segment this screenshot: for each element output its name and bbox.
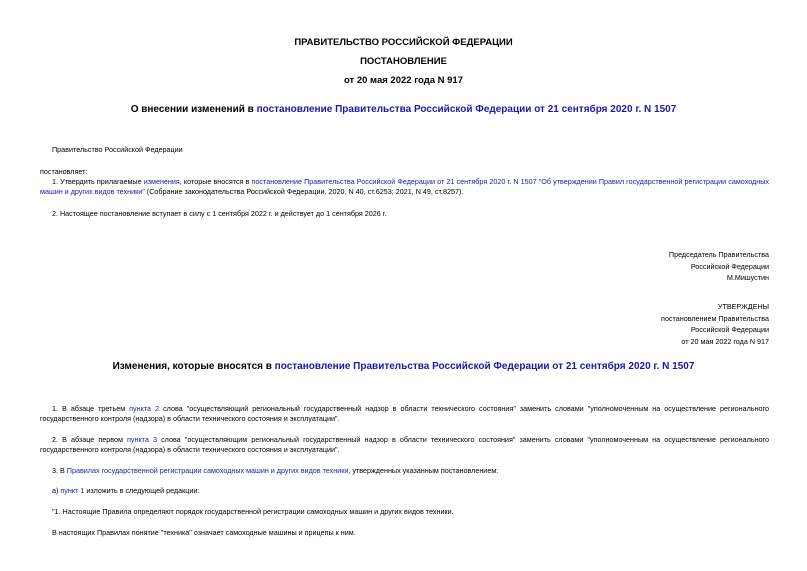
document-title xyxy=(0,104,807,115)
c3a-link[interactable]: пункт 1 xyxy=(60,486,85,495)
change-item-3 xyxy=(52,466,498,476)
approved-line-3: Российской Федерации xyxy=(690,325,769,334)
paragraph-2: 2. Настоящее постановление вступает в силу с 1 сентября 2022 г. и действует до 1 сентября 2026 г. xyxy=(52,209,387,218)
c2-text-b: слова "осуществляющим региональный государственный надзор в области технического состояния" заменить словами "уполномоченным на осуществление регионального государственного контроля (надзора) в области технического состояния и эксплуатации". xyxy=(40,435,769,454)
signature-line-2: Российской Федерации xyxy=(690,261,769,271)
signature-block xyxy=(669,249,769,284)
change-item-1 xyxy=(40,404,769,424)
c2-link[interactable]: пункта 3 xyxy=(127,435,157,444)
c1-link[interactable]: пункта 2 xyxy=(129,404,160,413)
c2-text-a: 2. В абзаце первом xyxy=(52,435,127,444)
approved-block xyxy=(661,301,769,347)
signature-line-3: М.Мишустин xyxy=(726,273,769,282)
changes-title-link[interactable]: постановление Правительства Российской Федерации от 21 сентября 2020 г. N 1507 xyxy=(274,361,695,372)
p1-link-changes[interactable]: изменения xyxy=(143,177,180,186)
c3-text-a: 3. В xyxy=(52,466,67,475)
changes-title xyxy=(0,361,807,372)
p1-text-c: (Собрание законодательства Российской Федерации, 2020, N 40, ст.6253; 2021, N 49, ст.8257). xyxy=(144,187,464,196)
approved-line-2: постановлением Правительства xyxy=(661,313,769,323)
title-link[interactable]: постановление Правительства Российской Федерации от 21 сентября 2020 г. N 1507 xyxy=(256,104,677,115)
resolves-line: постановляет: xyxy=(40,167,88,176)
change-item-2 xyxy=(40,435,769,455)
header-org: ПРАВИТЕЛЬСТВО РОССИЙСКОЙ ФЕДЕРАЦИИ xyxy=(294,37,513,48)
c3-text-b: , утвержденных указанным постановлением: xyxy=(348,466,499,475)
p1-text-a: 1. Утвердить прилагаемые xyxy=(52,177,144,186)
c1-text-b: слова "осуществляющий региональный государственный надзор в области технического состояния" заменить словами "уполномоченным на осуществление регионального государственного контроля (надзора) в области технического состояния и эксплуатации". xyxy=(40,404,769,423)
p1-text-b: , которые вносятся в xyxy=(179,177,252,186)
approved-line-4: от 20 мая 2022 года N 917 xyxy=(681,336,769,346)
approved-line-1: УТВЕРЖДЕНЫ xyxy=(717,302,769,311)
government-line: Правительство Российской Федерации xyxy=(52,145,183,154)
changes-title-prefix: Изменения, которые вносятся в xyxy=(112,361,275,372)
signature-line-1: Председатель Правительства xyxy=(668,250,769,259)
paragraph-1 xyxy=(40,177,769,197)
p1-link-resolution[interactable]: постановление Правительства Российской Федерации от 21 сентября 2020 г. N 1507 "Об утверждении Правил государственной регистрации самоходных машин и других видов техники" xyxy=(40,177,769,196)
document-title-prefix: О внесении изменений в xyxy=(130,104,257,115)
header-doc-type: ПОСТАНОВЛЕНИЕ xyxy=(360,56,447,67)
change-item-3a xyxy=(52,486,199,496)
change-item-3a-text-2: В настоящих Правилах понятие "техника" означает самоходные машины и прицепы к ним. xyxy=(52,528,356,537)
c3a-text-a: а) xyxy=(52,486,61,495)
c3a-text-b: изложить в следующей редакции: xyxy=(84,486,200,495)
c1-text-a: 1. В абзаце третьем xyxy=(52,404,130,413)
c3-link[interactable]: Правилах государственной регистрации самоходных машин и других видов техники xyxy=(66,466,349,475)
change-item-3a-text-1: "1. Настоящие Правила определяют порядок государственной регистрации самоходных машин и других видов техники. xyxy=(52,507,454,516)
header-date: от 20 мая 2022 года N 917 xyxy=(343,75,464,86)
